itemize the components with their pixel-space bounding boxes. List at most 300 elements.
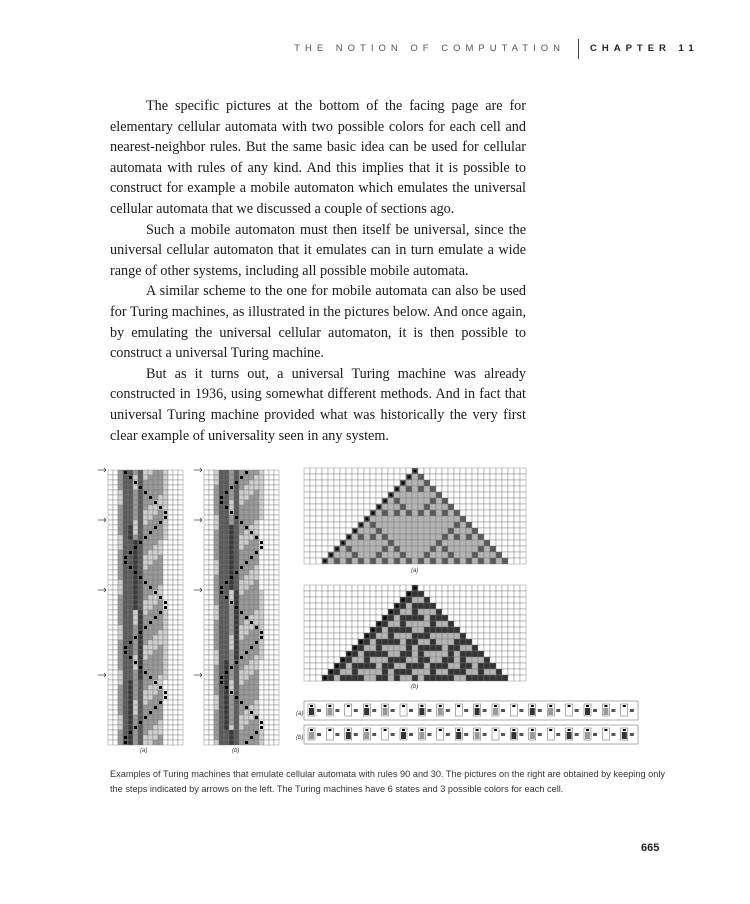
ca-cell — [388, 528, 394, 534]
tm-cell — [118, 735, 123, 740]
ca-cell — [412, 510, 418, 516]
ca-cell — [340, 675, 346, 681]
rule-move — [427, 709, 431, 712]
tm-cell — [148, 690, 153, 695]
ca-cell — [340, 591, 346, 597]
tm-cell — [229, 525, 234, 530]
ca-cell — [352, 546, 358, 552]
tm-cell — [259, 475, 264, 480]
tm-cell — [224, 680, 229, 685]
tm-cell — [173, 520, 178, 525]
ca-cell — [424, 516, 430, 522]
tm-head — [230, 666, 233, 669]
ca-cell — [502, 510, 508, 516]
tm-cell — [219, 690, 224, 695]
tm-cell — [239, 615, 244, 620]
rule-move — [556, 733, 560, 736]
tm-cell — [229, 630, 234, 635]
tm-cell — [173, 550, 178, 555]
head-marker — [342, 659, 345, 662]
ca-cell — [388, 639, 394, 645]
ca-cell — [334, 468, 340, 474]
tm-cell — [229, 670, 234, 675]
tm-cell — [138, 520, 143, 525]
tm-cell — [219, 635, 224, 640]
tm-cell — [173, 590, 178, 595]
tm-cell — [178, 480, 183, 485]
ca-cell — [454, 663, 460, 669]
tm-cell — [153, 585, 158, 590]
tm-cell — [108, 505, 113, 510]
ca-cell — [496, 492, 502, 498]
ca-cell — [400, 615, 406, 621]
rule-color — [383, 732, 388, 739]
ca-cell — [358, 552, 364, 558]
rule-state — [457, 729, 460, 731]
rule-state — [384, 705, 387, 707]
ca-cell — [436, 663, 442, 669]
ca-cell — [496, 621, 502, 627]
tm-cell — [224, 675, 229, 680]
tm-cell — [229, 620, 234, 625]
tm-cell — [123, 615, 128, 620]
tm-cell — [113, 540, 118, 545]
ca-cell — [448, 633, 454, 639]
tm-cell — [264, 725, 269, 730]
ca-cell — [454, 474, 460, 480]
ca-cell — [400, 657, 406, 663]
ca-cell — [442, 639, 448, 645]
tm-cell — [209, 595, 214, 600]
ca-cell — [484, 609, 490, 615]
ca-cell — [376, 597, 382, 603]
tm-cell — [254, 595, 259, 600]
ca-cell — [310, 552, 316, 558]
ca-cell — [496, 633, 502, 639]
tm-cell — [219, 670, 224, 675]
ca-cell — [352, 591, 358, 597]
ca-cell — [442, 510, 448, 516]
ca-cell — [346, 633, 352, 639]
ca-cell — [328, 651, 334, 657]
tm-cell — [239, 510, 244, 515]
tm-cell — [168, 720, 173, 725]
tm-cell — [178, 605, 183, 610]
rule-color — [603, 708, 608, 715]
tm-cell — [123, 680, 128, 685]
ca-cell — [418, 498, 424, 504]
tm-head — [255, 641, 258, 644]
ca-cell — [322, 504, 328, 510]
tm-cell — [264, 660, 269, 665]
tm-cell — [259, 740, 264, 745]
ca-cell — [400, 591, 406, 597]
ca-cell — [406, 603, 412, 609]
tm-cell — [274, 685, 279, 690]
tm-cell — [133, 735, 138, 740]
ca-cell — [376, 669, 382, 675]
tm-cell — [108, 595, 113, 600]
ca-cell — [328, 480, 334, 486]
ca-cell — [370, 474, 376, 480]
ca-cell — [322, 552, 328, 558]
tm-cell — [128, 525, 133, 530]
tm-cell — [163, 495, 168, 500]
tm-cell — [173, 635, 178, 640]
ca-cell — [400, 492, 406, 498]
tm-cell — [219, 665, 224, 670]
tm-cell — [239, 735, 244, 740]
tm-cell — [113, 700, 118, 705]
ca-cell — [340, 552, 346, 558]
ca-cell — [502, 657, 508, 663]
ca-cell — [316, 669, 322, 675]
ca-cell — [388, 603, 394, 609]
tm-cell — [274, 650, 279, 655]
tm-cell — [178, 650, 183, 655]
ca-cell — [436, 558, 442, 564]
ca-cell — [514, 639, 520, 645]
tm-cell — [173, 700, 178, 705]
ca-cell — [394, 480, 400, 486]
ca-cell — [376, 609, 382, 615]
ca-cell — [328, 675, 334, 681]
ca-cell — [394, 585, 400, 591]
tm-cell — [148, 610, 153, 615]
tm-cell — [244, 545, 249, 550]
tm-head — [235, 481, 238, 484]
tm-head — [230, 576, 233, 579]
tm-cell — [259, 610, 264, 615]
tm-cell — [214, 550, 219, 555]
head-marker — [384, 500, 387, 503]
tm-head — [260, 726, 263, 729]
ca-cell — [430, 591, 436, 597]
tm-cell — [204, 505, 209, 510]
ca-cell — [424, 474, 430, 480]
tm-cell — [254, 560, 259, 565]
ca-cell — [358, 597, 364, 603]
tm-cell — [239, 630, 244, 635]
ca-cell — [454, 597, 460, 603]
ca-cell — [424, 657, 430, 663]
tm-cell — [143, 650, 148, 655]
ca-cell — [376, 546, 382, 552]
tm-cell — [259, 530, 264, 535]
ca-pattern-b — [304, 585, 526, 681]
ca-cell — [430, 474, 436, 480]
ca-cell — [352, 651, 358, 657]
tm-cell — [178, 525, 183, 530]
tm-cell — [178, 500, 183, 505]
tm-cell — [264, 570, 269, 575]
tm-cell — [274, 720, 279, 725]
ca-cell — [490, 480, 496, 486]
ca-cell — [418, 504, 424, 510]
tm-cell — [128, 545, 133, 550]
ca-cell — [352, 597, 358, 603]
ca-cell — [340, 510, 346, 516]
ca-cell — [382, 552, 388, 558]
ca-cell — [322, 510, 328, 516]
ca-cell — [466, 534, 472, 540]
tm-cell — [108, 660, 113, 665]
tm-cell — [204, 715, 209, 720]
tm-evolution-a — [98, 468, 183, 745]
tm-cell — [133, 575, 138, 580]
tm-cell — [214, 560, 219, 565]
tm-cell — [133, 620, 138, 625]
ca-cell — [502, 603, 508, 609]
tm-cell — [173, 610, 178, 615]
tm-cell — [209, 560, 214, 565]
tm-cell — [153, 690, 158, 695]
ca-cell — [370, 663, 376, 669]
tm-cell — [234, 555, 239, 560]
tm-head — [245, 561, 248, 564]
tm-cell — [254, 545, 259, 550]
tm-cell — [133, 555, 138, 560]
ca-cell — [502, 609, 508, 615]
tm-cell — [209, 725, 214, 730]
ca-cell — [418, 552, 424, 558]
tm-cell — [239, 480, 244, 485]
ca-cell — [466, 645, 472, 651]
tm-cell — [133, 510, 138, 515]
ca-cell — [484, 474, 490, 480]
tm-cell — [259, 615, 264, 620]
rule-state — [328, 729, 331, 731]
ca-cell — [508, 597, 514, 603]
tm-cell — [173, 570, 178, 575]
tm-cell — [259, 480, 264, 485]
tm-cell — [153, 670, 158, 675]
tm-cell — [269, 740, 274, 745]
tm-cell — [264, 525, 269, 530]
tm-cell — [269, 515, 274, 520]
ca-cell — [448, 603, 454, 609]
ca-cell — [490, 609, 496, 615]
tm-cell — [249, 565, 254, 570]
tm-cell — [133, 485, 138, 490]
tm-cell — [133, 615, 138, 620]
ca-cell — [328, 528, 334, 534]
tm-cell — [123, 640, 128, 645]
tm-cell — [158, 470, 163, 475]
tm-cell — [113, 565, 118, 570]
rule-color — [548, 732, 553, 739]
ca-cell — [442, 486, 448, 492]
ca-cell — [412, 522, 418, 528]
ca-cell — [358, 516, 364, 522]
ca-cell — [310, 480, 316, 486]
ca-cell — [448, 510, 454, 516]
tm-cell — [269, 670, 274, 675]
tm-cell — [108, 620, 113, 625]
rule-color — [475, 732, 480, 739]
ca-cell — [358, 534, 364, 540]
tm-cell — [249, 635, 254, 640]
tm-cell — [178, 665, 183, 670]
ca-cell — [370, 615, 376, 621]
tm-cell — [274, 475, 279, 480]
tm-head — [134, 481, 137, 484]
tm-cell — [108, 580, 113, 585]
tm-cell — [264, 635, 269, 640]
tm-cell — [123, 670, 128, 675]
ca-cell — [328, 534, 334, 540]
ca-cell — [472, 603, 478, 609]
tm-cell — [138, 490, 143, 495]
tm-cell — [254, 540, 259, 545]
tm-cell — [234, 710, 239, 715]
tm-cell — [173, 485, 178, 490]
tm-cell — [239, 490, 244, 495]
tm-cell — [209, 660, 214, 665]
tm-cell — [269, 490, 274, 495]
tm-cell — [269, 575, 274, 580]
tm-cell — [128, 560, 133, 565]
tm-cell — [239, 705, 244, 710]
ca-cell — [352, 510, 358, 516]
tm-cell — [138, 530, 143, 535]
tm-cell — [259, 590, 264, 595]
ca-cell — [478, 486, 484, 492]
tm-cell — [229, 645, 234, 650]
ca-cell — [304, 621, 310, 627]
tm-cell — [108, 695, 113, 700]
tm-head — [235, 571, 238, 574]
tm-cell — [214, 510, 219, 515]
tm-cell — [158, 625, 163, 630]
ca-cell — [430, 603, 436, 609]
tm-cell — [173, 585, 178, 590]
tm-cell — [178, 575, 183, 580]
tm-cell — [254, 710, 259, 715]
ca-cell — [424, 558, 430, 564]
tm-cell — [229, 730, 234, 735]
ca-cell — [484, 669, 490, 675]
tm-cell — [219, 490, 224, 495]
ca-cell — [496, 534, 502, 540]
tm-cell — [219, 470, 224, 475]
tm-cell — [138, 615, 143, 620]
ca-cell — [442, 546, 448, 552]
tm-cell — [178, 590, 183, 595]
ca-cell — [412, 534, 418, 540]
tm-head — [124, 471, 127, 474]
ca-cell — [436, 621, 442, 627]
ca-cell — [466, 492, 472, 498]
tm-cell — [254, 700, 259, 705]
tm-cell — [224, 515, 229, 520]
ca-cell — [502, 492, 508, 498]
ca-cell — [412, 657, 418, 663]
tm-cell — [214, 615, 219, 620]
tm-cell — [158, 720, 163, 725]
ca-cell — [328, 585, 334, 591]
tm-cell — [113, 715, 118, 720]
tm-cell — [143, 600, 148, 605]
label-tm-b: (b) — [232, 748, 240, 754]
tm-cell — [264, 545, 269, 550]
ca-cell — [454, 492, 460, 498]
ca-cell — [442, 615, 448, 621]
tm-head — [245, 651, 248, 654]
ca-cell — [508, 498, 514, 504]
ca-cell — [316, 558, 322, 564]
tm-cell — [143, 545, 148, 550]
tm-cell — [234, 560, 239, 565]
tm-cell — [264, 540, 269, 545]
ca-cell — [508, 522, 514, 528]
ca-cell — [460, 657, 466, 663]
ca-cell — [412, 669, 418, 675]
ca-cell — [334, 540, 340, 546]
tm-cell — [234, 720, 239, 725]
ca-cell — [514, 546, 520, 552]
ca-cell — [424, 498, 430, 504]
ca-cell — [412, 651, 418, 657]
ca-cell — [304, 603, 310, 609]
ca-cell — [430, 468, 436, 474]
tm-cell — [123, 540, 128, 545]
ca-cell — [436, 522, 442, 528]
tm-cell — [259, 535, 264, 540]
tm-cell — [143, 635, 148, 640]
tm-cell — [163, 725, 168, 730]
tm-cell — [143, 730, 148, 735]
ca-cell — [310, 558, 316, 564]
tm-cell — [204, 655, 209, 660]
tm-cell — [143, 530, 148, 535]
ca-cell — [406, 492, 412, 498]
tm-cell — [264, 505, 269, 510]
ca-cell — [484, 510, 490, 516]
tm-head — [149, 586, 152, 589]
tm-cell — [254, 735, 259, 740]
ca-cell — [370, 516, 376, 522]
ca-cell — [460, 603, 466, 609]
ca-cell — [508, 633, 514, 639]
tm-cell — [229, 545, 234, 550]
tm-cell — [214, 655, 219, 660]
ca-cell — [442, 522, 448, 528]
tm-cell — [178, 530, 183, 535]
ca-cell — [316, 633, 322, 639]
ca-cell — [490, 621, 496, 627]
tm-cell — [209, 675, 214, 680]
ca-cell — [520, 615, 526, 621]
tm-cell — [153, 700, 158, 705]
tm-cell — [108, 475, 113, 480]
tm-cell — [148, 505, 153, 510]
ca-cell — [484, 591, 490, 597]
ca-cell — [322, 540, 328, 546]
tm-cell — [138, 535, 143, 540]
ca-cell — [472, 627, 478, 633]
ca-cell — [388, 516, 394, 522]
ca-cell — [478, 621, 484, 627]
ca-cell — [364, 651, 370, 657]
tm-cell — [219, 505, 224, 510]
ca-cell — [466, 504, 472, 510]
tm-cell — [148, 560, 153, 565]
ca-cell — [406, 675, 412, 681]
ca-cell — [406, 504, 412, 510]
rule-state — [604, 729, 607, 731]
ca-cell — [466, 651, 472, 657]
